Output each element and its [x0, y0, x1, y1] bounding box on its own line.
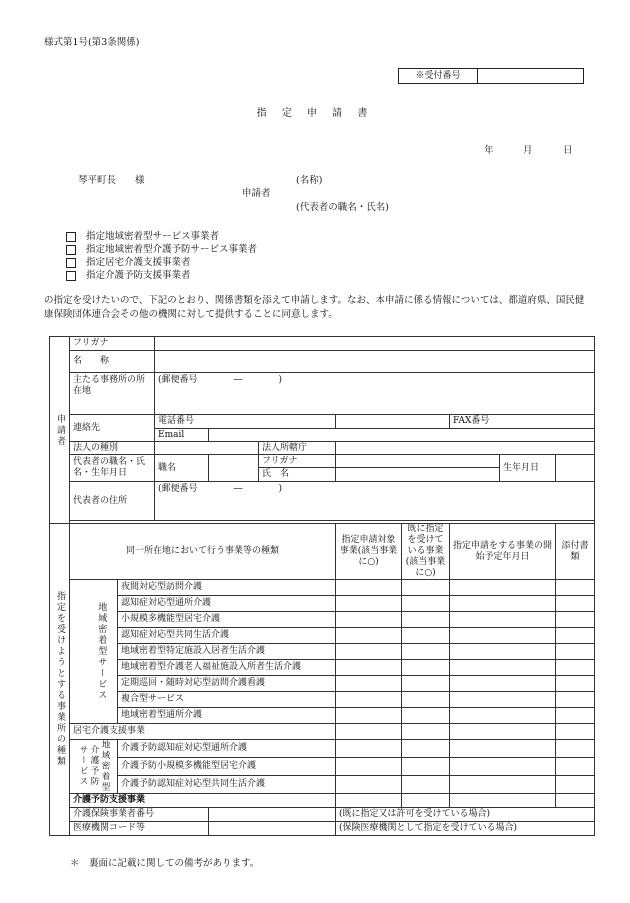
existing-cell[interactable] — [402, 596, 450, 612]
service-row-label: 居宅介護支援事業 — [70, 724, 336, 740]
applicant-label: 申請者 — [242, 188, 271, 199]
col-existing-header: 既に指定を受けている事業(該当事業に○) — [402, 524, 450, 580]
indent-cell — [70, 580, 85, 724]
document-title: 指 定 申 請 書 — [256, 108, 374, 119]
attach-cell[interactable] — [556, 708, 595, 724]
attach-cell[interactable] — [556, 740, 595, 758]
group-community-label: 地域密着型サービス — [85, 580, 118, 724]
apply-cell[interactable] — [336, 676, 402, 692]
birth-field[interactable] — [556, 455, 595, 482]
kind-header: 同一所在地において行う事業等の種類 — [70, 524, 336, 580]
designation-checklist — [66, 230, 257, 282]
service-row-label: 地域密着型特定施設入居者生活介護 — [118, 644, 336, 660]
apply-cell[interactable] — [336, 793, 402, 807]
existing-cell[interactable] — [402, 793, 450, 807]
attach-cell[interactable] — [556, 676, 595, 692]
phone-field[interactable] — [336, 415, 450, 429]
attach-cell[interactable] — [556, 660, 595, 676]
service-row-label: 夜間対応型訪問介護 — [118, 580, 336, 596]
service-row-label: 介護予防認知症対応型共同生活介護 — [118, 775, 336, 793]
insurer-number-field[interactable] — [209, 807, 336, 821]
furigana-label: フリガナ — [70, 337, 155, 351]
attach-cell[interactable] — [556, 644, 595, 660]
furigana-field[interactable] — [155, 337, 595, 351]
apply-cell[interactable] — [336, 612, 402, 628]
position-field[interactable] — [209, 455, 259, 482]
position-label: 職名 — [155, 455, 209, 482]
intro-statement: の指定を受けたいので、下記のとおり、関係書類を添えて申請します。なお、本申請に係る情報については、都道府県、国民健康保険団体連合会その他の機関に対して提供することに同意します。 — [44, 295, 585, 320]
birth-label: 生年月日 — [500, 455, 556, 482]
rep-furigana-label: フリガナ — [259, 455, 336, 468]
existing-cell[interactable] — [402, 740, 450, 758]
apply-cell[interactable] — [336, 692, 402, 708]
existing-cell[interactable] — [402, 757, 450, 775]
service-row-label: 複合型サービス — [118, 692, 336, 708]
start-date-cell[interactable] — [450, 676, 556, 692]
addressee: 琴平町長 様 — [78, 175, 145, 186]
phone-label: 電話番号 — [155, 415, 336, 429]
insurer-number-label: 介護保険事業者番号 — [70, 807, 209, 821]
rep-address-label: 代表者の住所 — [70, 482, 155, 521]
rep-furigana-field[interactable] — [336, 455, 500, 468]
start-date-cell[interactable] — [450, 708, 556, 724]
apply-cell[interactable] — [336, 644, 402, 660]
start-date-cell[interactable] — [450, 644, 556, 660]
insurer-number-note: (既に指定又は許可を受けている場合) — [336, 807, 595, 821]
email-field[interactable] — [209, 429, 595, 442]
name-field[interactable] — [155, 351, 595, 373]
corp-agency-label: 法人所轄庁 — [259, 442, 336, 455]
start-date-cell[interactable] — [450, 775, 556, 793]
attach-cell[interactable] — [556, 775, 595, 793]
rep-name-label: 氏 名 — [259, 468, 336, 482]
rep-address-field[interactable]: (郵便番号 ― ) — [155, 482, 595, 521]
apply-cell[interactable] — [336, 580, 402, 596]
start-date-cell[interactable] — [450, 692, 556, 708]
attach-cell[interactable] — [556, 580, 595, 596]
start-date-cell[interactable] — [450, 580, 556, 596]
attach-cell[interactable] — [556, 596, 595, 612]
existing-cell[interactable] — [402, 676, 450, 692]
apply-cell[interactable] — [336, 708, 402, 724]
existing-cell[interactable] — [402, 708, 450, 724]
service-row-label: 地域密着型通所介護 — [118, 708, 336, 724]
rep-info-label: 代表者の職名・氏名・生年月日 — [70, 455, 155, 482]
fax-label: FAX番号 — [450, 415, 595, 429]
service-row-label: 介護予防認知症対応型通所介護 — [118, 740, 336, 758]
application-table — [49, 336, 595, 836]
start-date-cell[interactable] — [450, 793, 556, 807]
checkbox[interactable] — [66, 258, 76, 268]
footnote: ＊ 裏面に記載に関しての備考があります。 — [70, 858, 260, 869]
checkbox[interactable] — [66, 245, 76, 255]
col-attach-header: 添付書類 — [556, 524, 595, 580]
existing-cell[interactable] — [402, 692, 450, 708]
checklist-item[interactable]: 指定地域密着型介護予防サービス事業者 — [66, 243, 257, 256]
start-date-cell[interactable] — [450, 596, 556, 612]
applicant-side-label: 申請者 — [50, 337, 70, 524]
checkbox[interactable] — [66, 232, 76, 242]
form-number: 様式第1号(第3条関係) — [44, 37, 140, 48]
apply-cell[interactable] — [336, 628, 402, 644]
date-year: 年 — [484, 145, 494, 156]
service-row-label: 認知症対応型通所介護 — [118, 596, 336, 612]
rep-name-field[interactable] — [336, 468, 500, 482]
checklist-item[interactable]: 指定居宅介護支援事業者 — [66, 256, 257, 269]
apply-cell[interactable] — [336, 740, 402, 758]
col-apply-header: 指定申請対象事業(該当事業に○) — [336, 524, 402, 580]
start-date-cell[interactable] — [450, 724, 556, 740]
apply-cell[interactable] — [336, 596, 402, 612]
applicant-rep-label: (代表者の職名・氏名) — [296, 202, 389, 213]
office-address-label: 主たる事務所の所在地 — [70, 373, 155, 415]
checkbox[interactable] — [66, 271, 76, 281]
start-date-cell[interactable] — [450, 660, 556, 676]
corp-type-field[interactable] — [155, 442, 259, 455]
corp-agency-field[interactable] — [336, 442, 595, 455]
start-date-cell[interactable] — [450, 612, 556, 628]
start-date-cell[interactable] — [450, 740, 556, 758]
service-row-label: 介護予防支援事業 — [70, 793, 336, 807]
apply-cell[interactable] — [336, 757, 402, 775]
attach-cell[interactable] — [556, 724, 595, 740]
attach-cell[interactable] — [556, 793, 595, 807]
attach-cell[interactable] — [556, 612, 595, 628]
existing-cell[interactable] — [402, 644, 450, 660]
existing-cell[interactable] — [402, 724, 450, 740]
receipt-number-field[interactable] — [478, 69, 582, 83]
receipt-number-box — [398, 68, 584, 84]
start-date-cell[interactable] — [450, 628, 556, 644]
service-row-label: 定期巡回・随時対応型訪問介護看護 — [118, 676, 336, 692]
applicant-name-label: (名称) — [296, 175, 323, 186]
medical-code-note: (保険医療機関として指定を受けている場合) — [336, 821, 595, 835]
apply-cell[interactable] — [336, 660, 402, 676]
attach-cell[interactable] — [556, 692, 595, 708]
attach-cell[interactable] — [556, 757, 595, 775]
service-row-label: 小規模多機能型居宅介護 — [118, 612, 336, 628]
medical-code-field[interactable] — [209, 821, 336, 835]
checklist-item[interactable]: 指定地域密着型サービス事業者 — [66, 230, 257, 243]
existing-cell[interactable] — [402, 628, 450, 644]
services-side-label: 指定を受けようとする事業所の種類 — [50, 524, 70, 836]
corp-type-label: 法人の種別 — [70, 442, 155, 455]
service-row-label: 地域密着型介護老人福祉施設入所者生活介護 — [118, 660, 336, 676]
email-label: Email — [155, 429, 209, 442]
receipt-number-label: ※受付番号 — [399, 69, 478, 83]
date-day: 日 — [563, 145, 573, 156]
existing-cell[interactable] — [402, 775, 450, 793]
start-date-cell[interactable] — [450, 757, 556, 775]
office-address-field[interactable]: (郵便番号 ― ) — [155, 373, 595, 415]
group-preventive-label: 地域密着型 介護予防 サービス — [70, 740, 118, 794]
col-start-header: 指定申請をする事業の開始予定年月日 — [450, 524, 556, 580]
attach-cell[interactable] — [556, 628, 595, 644]
medical-code-label: 医療機関コード等 — [70, 821, 209, 835]
date-month: 月 — [523, 145, 533, 156]
apply-cell[interactable] — [336, 724, 402, 740]
contact-label: 連絡先 — [70, 415, 155, 442]
service-row-label: 認知症対応型共同生活介護 — [118, 628, 336, 644]
existing-cell[interactable] — [402, 580, 450, 596]
apply-cell[interactable] — [336, 775, 402, 793]
name-label: 名 称 — [70, 351, 155, 373]
existing-cell[interactable] — [402, 612, 450, 628]
existing-cell[interactable] — [402, 660, 450, 676]
service-row-label: 介護予防小規模多機能型居宅介護 — [118, 757, 336, 775]
checklist-item[interactable]: 指定介護予防支援事業者 — [66, 269, 257, 282]
